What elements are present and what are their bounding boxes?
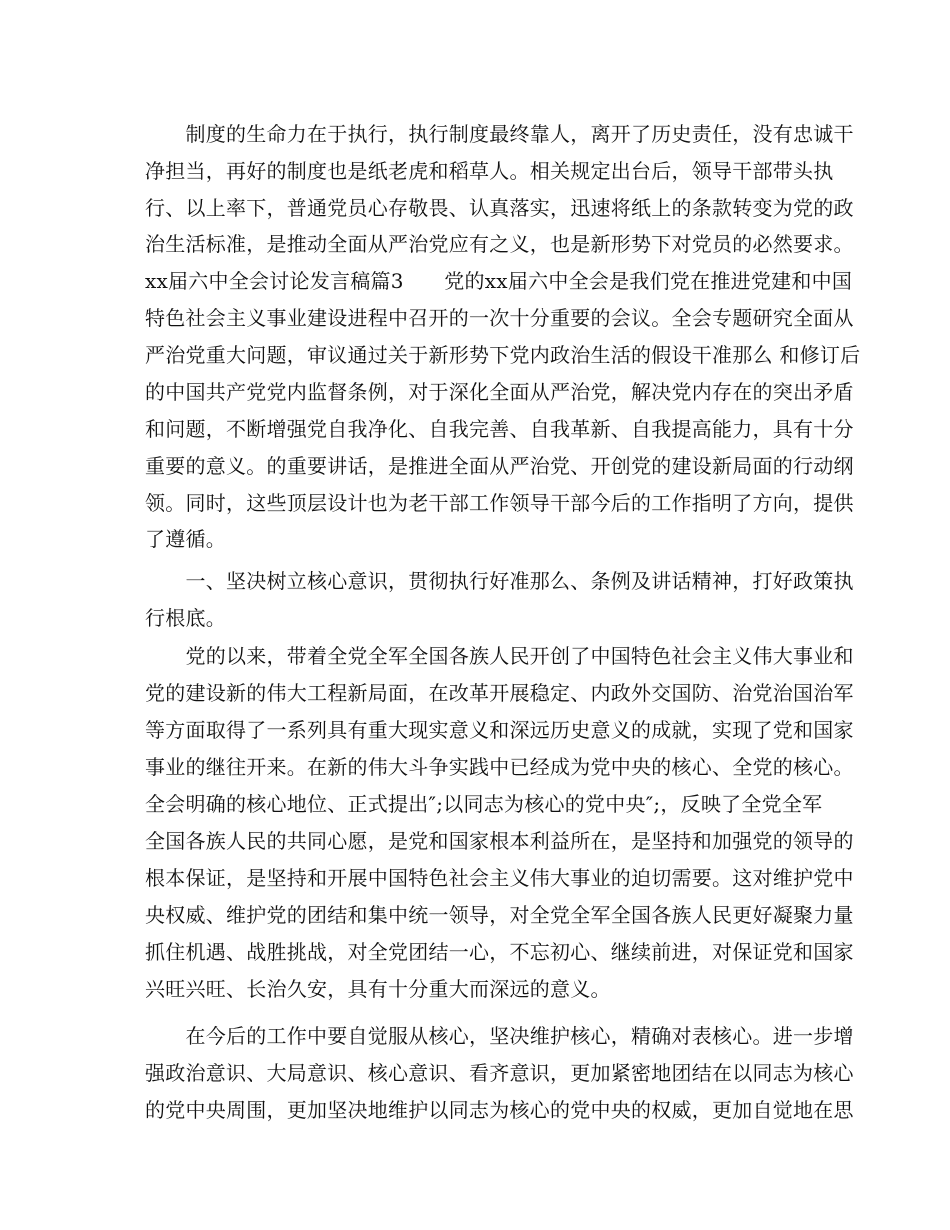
- text-line: 事业的继往开来。在新的伟大斗争实践中已经成为党中央的核心、全党的核心。: [145, 755, 854, 779]
- text-line: 兴旺兴旺、长治久安，具有十分重大而深远的意义。: [145, 977, 611, 1001]
- text-line: 和问题，不断增强党自我净化、自我完善、自我革新、自我提高能力，具有十分: [145, 417, 854, 441]
- text-line: 强政治意识、大局意识、核心意识、看齐意识，更加紧密地团结在以同志为核心: [145, 1061, 854, 1085]
- text-line: 治生活标准，是推动全面从严治党应有之义，也是新形势下对党员的必然要求。: [145, 232, 854, 256]
- text-line: 根本保证，是坚持和开展中国特色社会主义伟大事业的迫切需要。这对维护党中: [145, 866, 854, 890]
- text-line: 行根底。: [145, 606, 226, 630]
- text-line: 全会明确的核心地位、正式提出″;以同志为核心的党中央″;，反映了全党全军: [145, 792, 823, 816]
- text-line: 的党中央周围，更加坚决地维护以同志为核心的党中央的权威，更加自觉地在思: [145, 1098, 854, 1122]
- text-line: 抓住机遇、战胜挑战，对全党团结一心，不忘初心、继续前进，对保证党和国家: [145, 940, 854, 964]
- text-line: 行、以上率下，普通党员心存敬畏、认真落实，迅速将纸上的条款转变为党的政: [145, 196, 854, 220]
- text-line: 净担当，再好的制度也是纸老虎和稻草人。相关规定出台后，领导干部带头执: [145, 159, 834, 183]
- text-line: 的中国共产党党内监督条例，对于深化全面从严治党，解决党内存在的突出矛盾: [145, 380, 854, 404]
- text-line: 特色社会主义事业建设进程中召开的一次十分重要的会议。全会专题研究全面从: [145, 306, 854, 330]
- text-line: 领。同时，这些顶层设计也为老干部工作领导干部今后的工作指明了方向，提供: [145, 491, 854, 515]
- text-line: xx届六中全会讨论发言稿篇3 党的xx届六中全会是我们党在推进党建和中国: [145, 269, 853, 293]
- text-line: 了遵循。: [145, 527, 226, 551]
- text-line: 在今后的工作中要自觉服从核心，坚决维护核心，精确对表核心。进一步增: [145, 1024, 854, 1048]
- text-line: 制度的生命力在于执行，执行制度最终靠人，离开了历史责任，没有忠诚干: [145, 122, 854, 146]
- text-line: 等方面取得了一系列具有重大现实意义和深远历史意义的成就，实现了党和国家: [145, 718, 854, 742]
- text-line: 一、坚决树立核心意识，贯彻执行好准那么、条例及讲话精神，打好政策执: [145, 569, 854, 593]
- text-line: 严治党重大问题，审议通过关于新形势下党内政治生活的假设干准那么 和修订后: [145, 343, 861, 367]
- text-line: 党的以来，带着全党全军全国各族人民开创了中国特色社会主义伟大事业和: [145, 644, 854, 668]
- text-line: 全国各族人民的共同心愿，是党和国家根本利益所在，是坚持和加强党的领导的: [145, 829, 854, 853]
- text-line: 央权威、维护党的团结和集中统一领导，对全党全军全国各族人民更好凝聚力量: [145, 903, 854, 927]
- text-line: 党的建设新的伟大工程新局面，在改革开展稳定、内政外交国防、治党治国治军: [145, 681, 854, 705]
- text-line: 重要的意义。的重要讲话，是推进全面从严治党、开创党的建设新局面的行动纲: [145, 454, 854, 478]
